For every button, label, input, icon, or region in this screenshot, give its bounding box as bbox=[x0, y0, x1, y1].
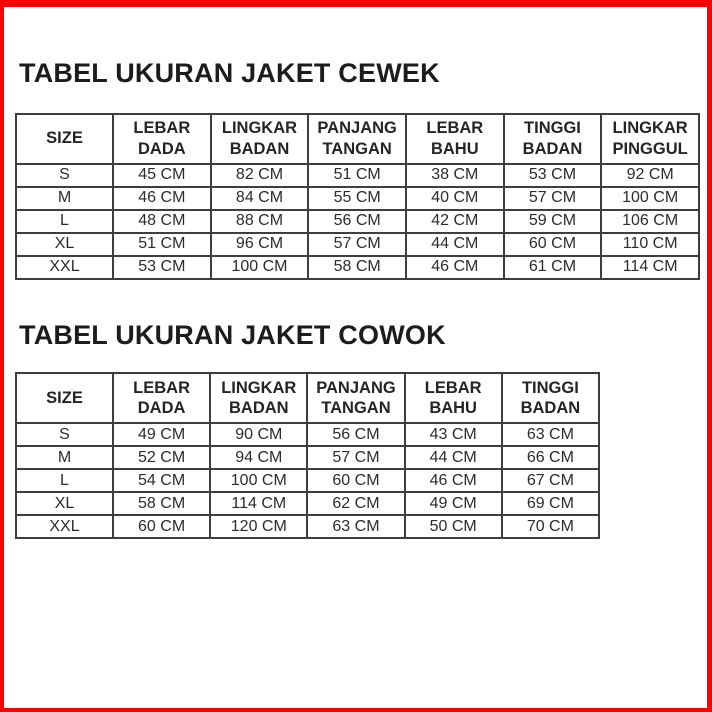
measurement-cell: 94 CM bbox=[210, 446, 307, 469]
measurement-cell: 69 CM bbox=[502, 492, 599, 515]
measurement-cell: 53 CM bbox=[504, 164, 602, 187]
measurement-cell: 84 CM bbox=[211, 187, 309, 210]
women-header-row bbox=[16, 114, 699, 164]
size-label-cell: XL bbox=[16, 233, 113, 256]
size-label-cell: S bbox=[16, 423, 113, 446]
size-row bbox=[16, 164, 699, 187]
measurement-cell: 45 CM bbox=[113, 164, 211, 187]
size-label-cell: L bbox=[16, 469, 113, 492]
size-label-cell: S bbox=[16, 164, 113, 187]
measurement-cell: 96 CM bbox=[211, 233, 309, 256]
measurement-cell: 57 CM bbox=[308, 233, 406, 256]
measurement-cell: 57 CM bbox=[504, 187, 602, 210]
men-table-title: TABEL UKURAN JAKET COWOK bbox=[19, 319, 446, 350]
size-row bbox=[16, 515, 599, 538]
measurement-cell: 58 CM bbox=[113, 492, 210, 515]
measurement-cell: 49 CM bbox=[405, 492, 502, 515]
size-row bbox=[16, 187, 699, 210]
size-label-cell: XL bbox=[16, 492, 113, 515]
header-cell: PANJANG TANGAN bbox=[307, 373, 404, 423]
header-cell: PANJANG TANGAN bbox=[308, 114, 406, 164]
measurement-cell: 51 CM bbox=[308, 164, 406, 187]
measurement-cell: 60 CM bbox=[113, 515, 210, 538]
measurement-cell: 61 CM bbox=[504, 256, 602, 279]
size-row bbox=[16, 423, 599, 446]
header-cell: LEBAR BAHU bbox=[405, 373, 502, 423]
measurement-cell: 63 CM bbox=[307, 515, 404, 538]
women-size-table bbox=[15, 113, 700, 280]
size-row bbox=[16, 210, 699, 233]
measurement-cell: 56 CM bbox=[308, 210, 406, 233]
header-cell: TINGGI BADAN bbox=[504, 114, 602, 164]
measurement-cell: 51 CM bbox=[113, 233, 211, 256]
size-label-cell: XXL bbox=[16, 515, 113, 538]
measurement-cell: 106 CM bbox=[601, 210, 699, 233]
measurement-cell: 60 CM bbox=[504, 233, 602, 256]
measurement-cell: 44 CM bbox=[406, 233, 504, 256]
measurement-cell: 48 CM bbox=[113, 210, 211, 233]
measurement-cell: 40 CM bbox=[406, 187, 504, 210]
measurement-cell: 63 CM bbox=[502, 423, 599, 446]
measurement-cell: 120 CM bbox=[210, 515, 307, 538]
measurement-cell: 44 CM bbox=[405, 446, 502, 469]
header-cell: LINGKAR BADAN bbox=[210, 373, 307, 423]
measurement-cell: 43 CM bbox=[405, 423, 502, 446]
measurement-cell: 56 CM bbox=[307, 423, 404, 446]
header-cell: LINGKAR BADAN bbox=[211, 114, 309, 164]
measurement-cell: 46 CM bbox=[113, 187, 211, 210]
measurement-cell: 46 CM bbox=[405, 469, 502, 492]
size-label-cell: L bbox=[16, 210, 113, 233]
measurement-cell: 58 CM bbox=[308, 256, 406, 279]
measurement-cell: 55 CM bbox=[308, 187, 406, 210]
men-size-table bbox=[15, 372, 600, 539]
size-row bbox=[16, 256, 699, 279]
header-cell: LEBAR DADA bbox=[113, 114, 211, 164]
measurement-cell: 66 CM bbox=[502, 446, 599, 469]
measurement-cell: 70 CM bbox=[502, 515, 599, 538]
measurement-cell: 49 CM bbox=[113, 423, 210, 446]
header-cell: LEBAR DADA bbox=[113, 373, 210, 423]
header-cell: LINGKAR PINGGUL bbox=[601, 114, 699, 164]
measurement-cell: 100 CM bbox=[210, 469, 307, 492]
measurement-cell: 53 CM bbox=[113, 256, 211, 279]
size-label-cell: XXL bbox=[16, 256, 113, 279]
measurement-cell: 114 CM bbox=[210, 492, 307, 515]
measurement-cell: 62 CM bbox=[307, 492, 404, 515]
size-chart-content bbox=[4, 7, 707, 539]
header-cell: TINGGI BADAN bbox=[502, 373, 599, 423]
measurement-cell: 100 CM bbox=[601, 187, 699, 210]
measurement-cell: 59 CM bbox=[504, 210, 602, 233]
men-header-row bbox=[16, 373, 599, 423]
measurement-cell: 50 CM bbox=[405, 515, 502, 538]
measurement-cell: 67 CM bbox=[502, 469, 599, 492]
measurement-cell: 46 CM bbox=[406, 256, 504, 279]
measurement-cell: 42 CM bbox=[406, 210, 504, 233]
measurement-cell: 114 CM bbox=[601, 256, 699, 279]
header-cell: LEBAR BAHU bbox=[406, 114, 504, 164]
measurement-cell: 88 CM bbox=[211, 210, 309, 233]
measurement-cell: 82 CM bbox=[211, 164, 309, 187]
measurement-cell: 100 CM bbox=[211, 256, 309, 279]
size-row bbox=[16, 469, 599, 492]
size-label-cell: M bbox=[16, 187, 113, 210]
measurement-cell: 57 CM bbox=[307, 446, 404, 469]
measurement-cell: 52 CM bbox=[113, 446, 210, 469]
measurement-cell: 92 CM bbox=[601, 164, 699, 187]
size-row bbox=[16, 492, 599, 515]
women-table-title: TABEL UKURAN JAKET CEWEK bbox=[19, 58, 440, 88]
size-row bbox=[16, 446, 599, 469]
measurement-cell: 110 CM bbox=[601, 233, 699, 256]
measurement-cell: 54 CM bbox=[113, 469, 210, 492]
size-label-cell: M bbox=[16, 446, 113, 469]
header-cell: SIZE bbox=[16, 114, 113, 164]
measurement-cell: 90 CM bbox=[210, 423, 307, 446]
header-cell: SIZE bbox=[16, 373, 113, 423]
measurement-cell: 38 CM bbox=[406, 164, 504, 187]
size-row bbox=[16, 233, 699, 256]
measurement-cell: 60 CM bbox=[307, 469, 404, 492]
